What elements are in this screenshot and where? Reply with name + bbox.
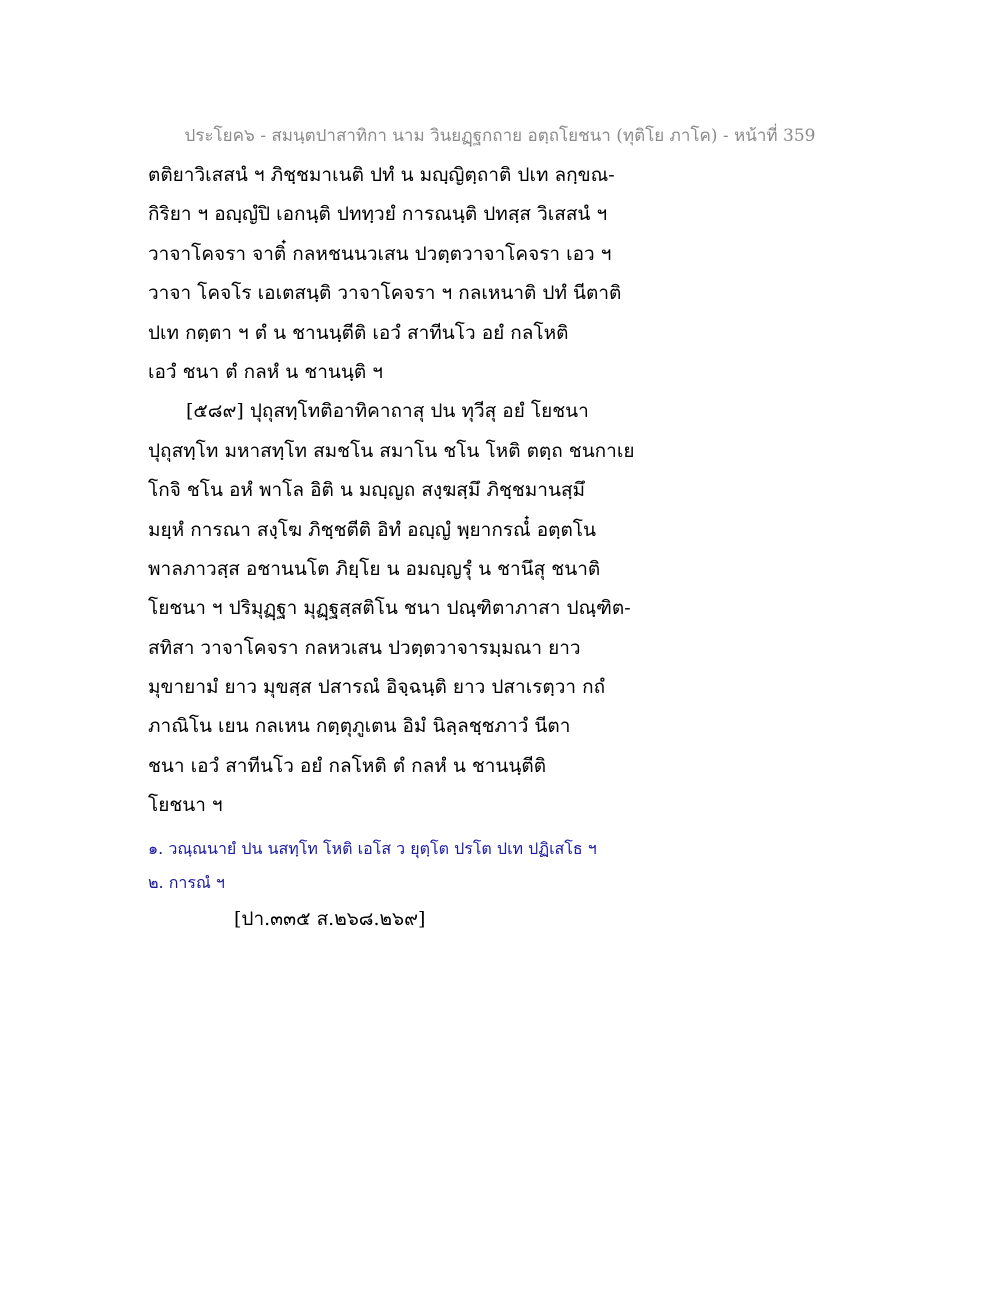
text-line: วาจาโคจรา จาติ๋ กลหชนนวเสน ปวตฺตวาจาโคจรา เอว ฯ <box>148 242 612 265</box>
text-line: วาจา โคจโร เอเตสนฺติ วาจาโคจรา ฯ กลเหนาติ ปทํ นีตาติ <box>148 282 622 305</box>
page-header: ประโยค๖ - สมนฺตปาสาทิกา นาม วินยฏฺฐกถาย อตฺถโยชนา (ทุติโย ภาโค) - หน้าที่ 359 <box>184 126 816 146</box>
text-line: ปุถุสทฺโท มหาสทฺโท สมชโน สมาโน ชโน โหติ ตตฺถ ชนกาเย <box>148 439 635 462</box>
page-reference: [ปา.๓๓๕ ส.๒๖๘.๒๖๙] <box>234 908 426 930</box>
paragraph-start-line: [๕๘๙] ปุถุสทฺโทติอาทิคาถาสุ ปน ทุวีสุ อยํ โยชนา <box>186 400 589 423</box>
text-line: ปเท กตฺตา ฯ ตํ น ชานนฺตีติ เอวํ สาทีนโว อยํ กลโหติ <box>148 321 569 344</box>
text-line: พาลภาวสฺส อชานนโต ภิยฺโย น อมญฺญรุํ น ชานึสุ ชนาติ <box>148 557 601 580</box>
footnotes <box>148 832 788 900</box>
text-line: โยชนา ฯ ปริมุฏฺฐา มุฏฺฐสฺสติโน ชนา ปณฺฑิตาภาสา ปณฺฑิต- <box>148 597 631 620</box>
text-line: เอวํ ชนา ตํ กลหํ น ชานนฺติ ฯ <box>148 360 383 383</box>
text-line: สทิสา วาจาโคจรา กลหวเสน ปวตฺตวาจารมฺมณา ยาว <box>148 636 581 659</box>
footnote: ๒. การณํ ฯ <box>148 873 225 892</box>
text-line: กิริยา ฯ อญฺญํปิ เอกนฺติ ปททฺวยํ การณนฺติ ปทสฺส วิเสสนํ ฯ <box>148 203 608 226</box>
text-line: ตติยาวิเสสนํ ฯ ภิชฺชมาเนติ ปทํ น มญฺญิตฺถาติ ปเท ลกฺขณ- <box>148 164 615 186</box>
text-line: ภาณิโน เยน กลเหน กตฺตุภูเตน อิมํ นิลฺลชฺชภาวํ นีตา <box>148 715 571 738</box>
text-line: โยชนา ฯ <box>148 794 223 817</box>
text-line: มยฺหํ การณา สงฺโฆ ภิชฺชตีติ อิทํ อญฺญํ พฺยากรณํ๋ อตฺตโน <box>148 518 596 541</box>
body-text <box>148 156 788 826</box>
text-line: ชนา เอวํ สาทีนโว อยํ กลโหติ ตํ กลหํ น ชานนฺตีติ <box>148 754 547 777</box>
footnote: ๑. วณฺณนายํ ปน นสทฺโท โหติ เอโส ว ยุตฺโต ปรโต ปเท ปฏิเสโธ ฯ <box>148 839 597 858</box>
text-line: โกจิ ชโน อหํ พาโล อิติ น มญฺญถ สงฺฆสฺมึ ภิชฺชมานสฺมึ <box>148 479 586 502</box>
text-line: มุขายามํ ยาว มุขสฺส ปสารณํ อิจฺฉนฺติ ยาว ปสาเรตฺวา กถํ <box>148 676 606 699</box>
